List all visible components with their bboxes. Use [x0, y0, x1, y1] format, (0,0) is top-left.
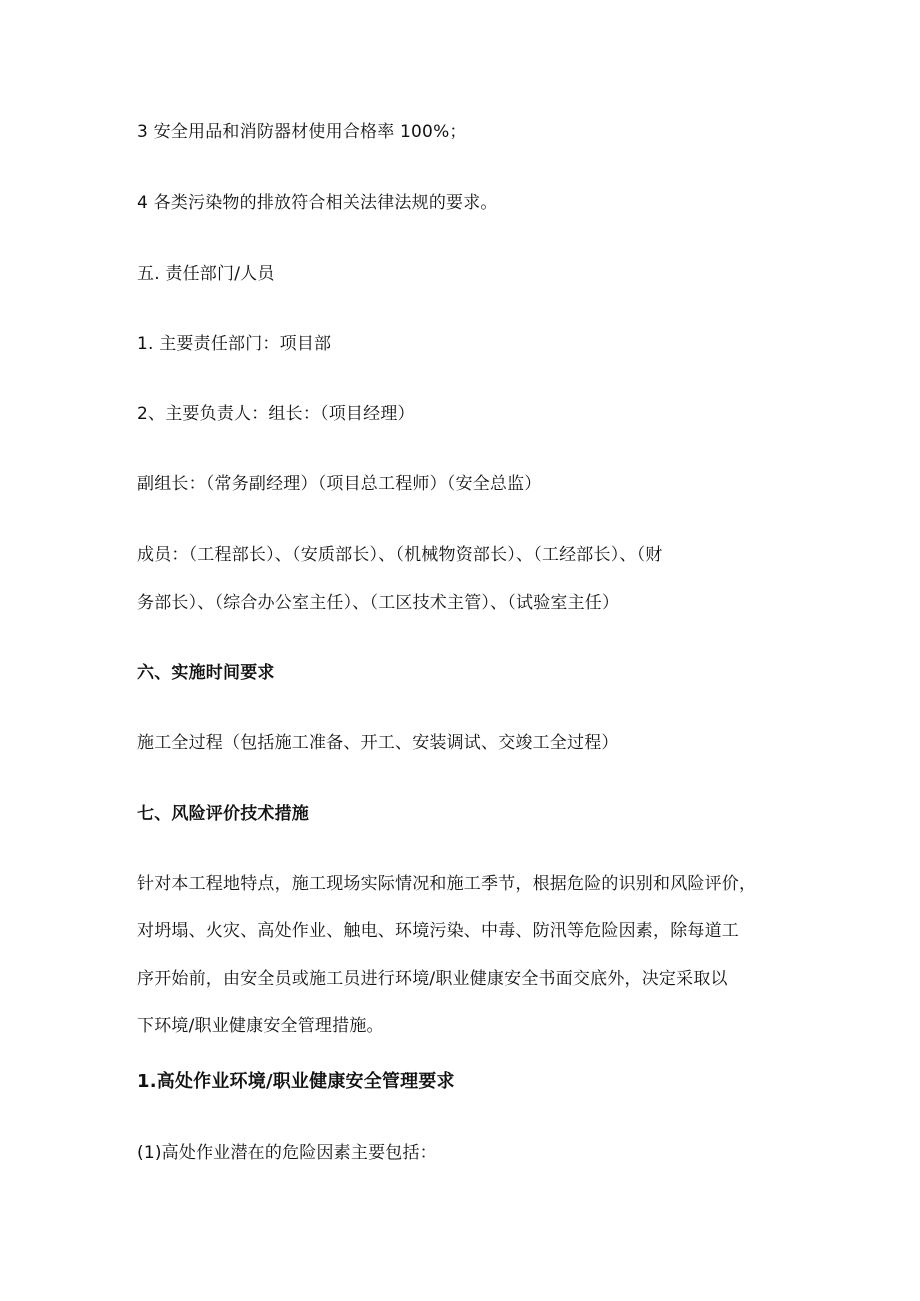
text-line-hazard-factors: (1)高处作业潜在的危险因素主要包括： [137, 1143, 437, 1163]
paragraph-line-4: 下环境/职业健康安全管理措施。 [137, 1016, 384, 1036]
section-heading-time-requirement: 六、实施时间要求 [137, 663, 275, 683]
subsection-heading-high-work: 1.高处作业环境/职业健康安全管理要求 [137, 1071, 455, 1092]
paragraph-line-3: 序开始前，由安全员或施工员进行环境/职业健康安全书面交底外，决定采取以 [137, 969, 728, 989]
text-line-main-leader: 2、主要负责人：组长：（项目经理） [137, 404, 415, 424]
text-line-members-1: 成员：（工程部长）、（安质部长）、（机械物资部长）、（工经部长）、（财 [137, 545, 663, 565]
text-line-target-4: 4 各类污染物的排放符合相关法律法规的要求。 [137, 193, 498, 213]
section-heading-risk-measures: 七、风险评价技术措施 [137, 804, 309, 824]
text-line-deputy-leaders: 副组长：（常务副经理）（项目总工程师）（安全总监） [137, 474, 542, 494]
text-line-target-3: 3 安全用品和消防器材使用合格率 100%； [137, 122, 467, 142]
section-heading-responsibility: 五. 责任部门/人员 [137, 264, 275, 284]
text-line-construction-process: 施工全过程（包括施工准备、开工、安装调试、交竣工全过程） [137, 733, 619, 753]
text-line-members-2: 务部长）、（综合办公室主任）、（工区技术主管）、（试验室主任） [137, 593, 620, 613]
text-line-main-department: 1. 主要责任部门：项目部 [137, 334, 332, 354]
paragraph-line-1: 针对本工程地特点，施工现场实际情况和施工季节，根据危险的识别和风险评价， [137, 874, 757, 894]
paragraph-line-2: 对坍塌、火灾、高处作业、触电、环境污染、中毒、防汛等危险因素，除每道工 [137, 921, 739, 941]
